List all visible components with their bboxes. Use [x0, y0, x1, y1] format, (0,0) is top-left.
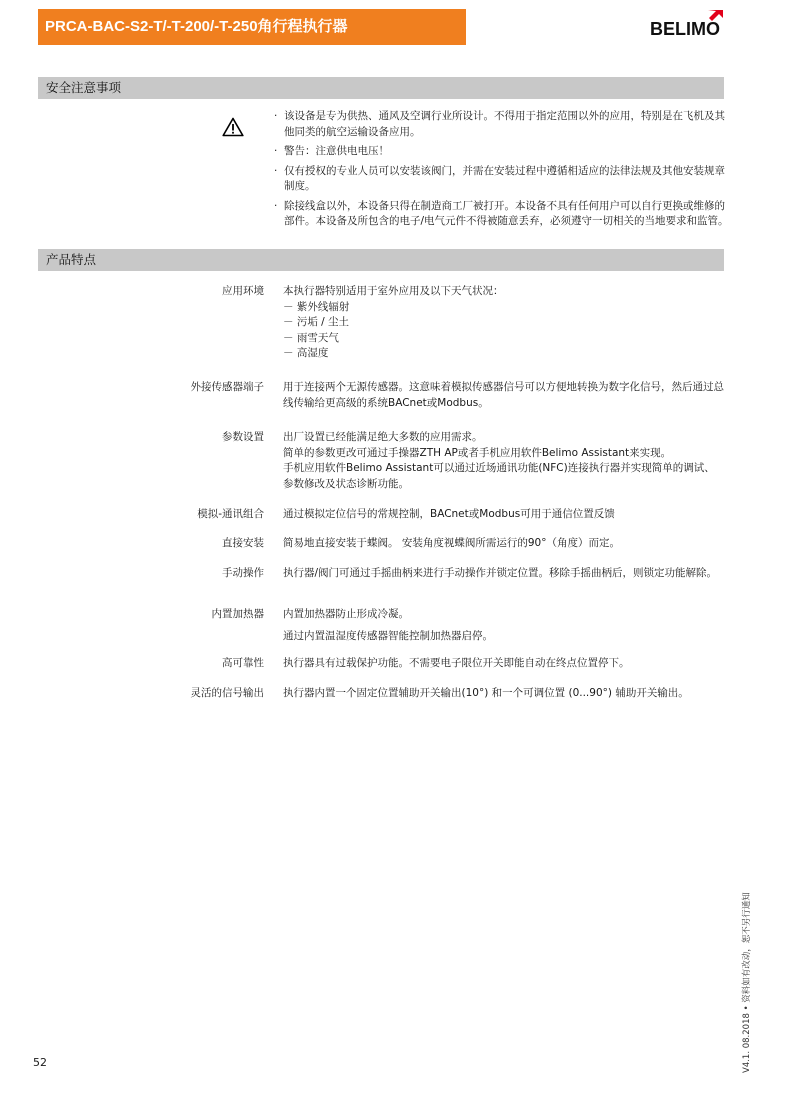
- feature-description: 通过模拟定位信号的常规控制，BACnet或Modbus可用于通信位置反馈: [283, 508, 615, 520]
- page-number: 52: [33, 1056, 47, 1069]
- feature-description: 执行器内置一个固定位置辅助开关输出(10°) 和一个可调位置 (0...90°) 辅助开关输出。: [283, 687, 689, 699]
- safety-section-heading: 安全注意事项: [38, 77, 724, 99]
- safety-note: · 该设备是专为供热、通风及空调行业所设计。不得用于指定范围以外的应用，特别是在飞机及其他同类的航空运输设备应用。: [274, 110, 725, 138]
- belimo-logo: [650, 8, 730, 40]
- page-title: PRCA-BAC-S2-T/-T-200/-T-250角行程执行器: [38, 9, 466, 45]
- safety-note: · 仅有授权的专业人员可以安装该阀门，并需在安装过程中遵循相适应的法律法规及其他安装规章制度。: [274, 164, 725, 192]
- feature-description: 内置加热器防止形成冷凝。 通过内置温湿度传感器智能控制加热器启停。: [283, 608, 493, 642]
- feature-label: 内置加热器: [211, 608, 264, 620]
- feature-label: 应用环境: [222, 285, 264, 297]
- feature-description: 执行器具有过载保护功能。不需要电子限位开关即能自动在终点位置停下。: [283, 657, 630, 669]
- feature-label: 手动操作: [222, 567, 264, 579]
- safety-note: · 警告：注意供电电压！: [274, 145, 389, 157]
- version-note: V4.1. 08.2018 • 资料如有改动，恕不另行通知: [742, 892, 752, 1073]
- feature-label: 参数设置: [222, 431, 264, 443]
- feature-description: 用于连接两个无源传感器。这意味着模拟传感器信号可以方便地转换为数字化信号，然后通过总线传输给更高级的系统BACnet或Modbus。: [283, 381, 724, 409]
- features-section-heading: 产品特点: [38, 249, 724, 271]
- feature-label: 高可靠性: [222, 657, 264, 669]
- feature-description: 执行器/阀门可通过手摇曲柄来进行手动操作并锁定位置。移除手摇曲柄后，则锁定功能解除。: [283, 567, 718, 579]
- feature-label: 直接安装: [222, 537, 264, 549]
- safety-notes-list: [274, 109, 730, 234]
- feature-description: 简易地直接安装于蝶阀。 安装角度视蝶阀所需运行的90°（角度）而定。: [283, 537, 620, 549]
- feature-label: 模拟-通讯组合: [197, 508, 264, 520]
- safety-note: · 除接线盒以外，本设备只得在制造商工厂被打开。本设备不具有任何用户可以自行更换或维修的部件。本设备及所包含的电子/电气元件不得被随意丢弃，必须遵守一切相关的当地要求和监管。: [274, 199, 729, 227]
- feature-description: 本执行器特别适用于室外应用及以下天气状况： － 紫外线辐射 － 污垢 / 尘土 － 雨雪天气 － 高湿度: [283, 285, 504, 359]
- feature-description: 出厂设置已经能满足绝大多数的应用需求。 简单的参数更改可通过手操器ZTH AP或者手机应用软件Belimo Assistant来实现。 手机应用软件Belimo Assistant可以通过近场通讯功能(NFC)连接执行器并实现简单的调试、参数修改及状态诊断功能。: [283, 431, 715, 490]
- warning-triangle-icon: [222, 117, 244, 137]
- feature-label: 外接传感器端子: [190, 381, 264, 393]
- logo-wordmark: BELIMO: [650, 19, 720, 39]
- feature-label: 灵活的信号输出: [190, 687, 264, 699]
